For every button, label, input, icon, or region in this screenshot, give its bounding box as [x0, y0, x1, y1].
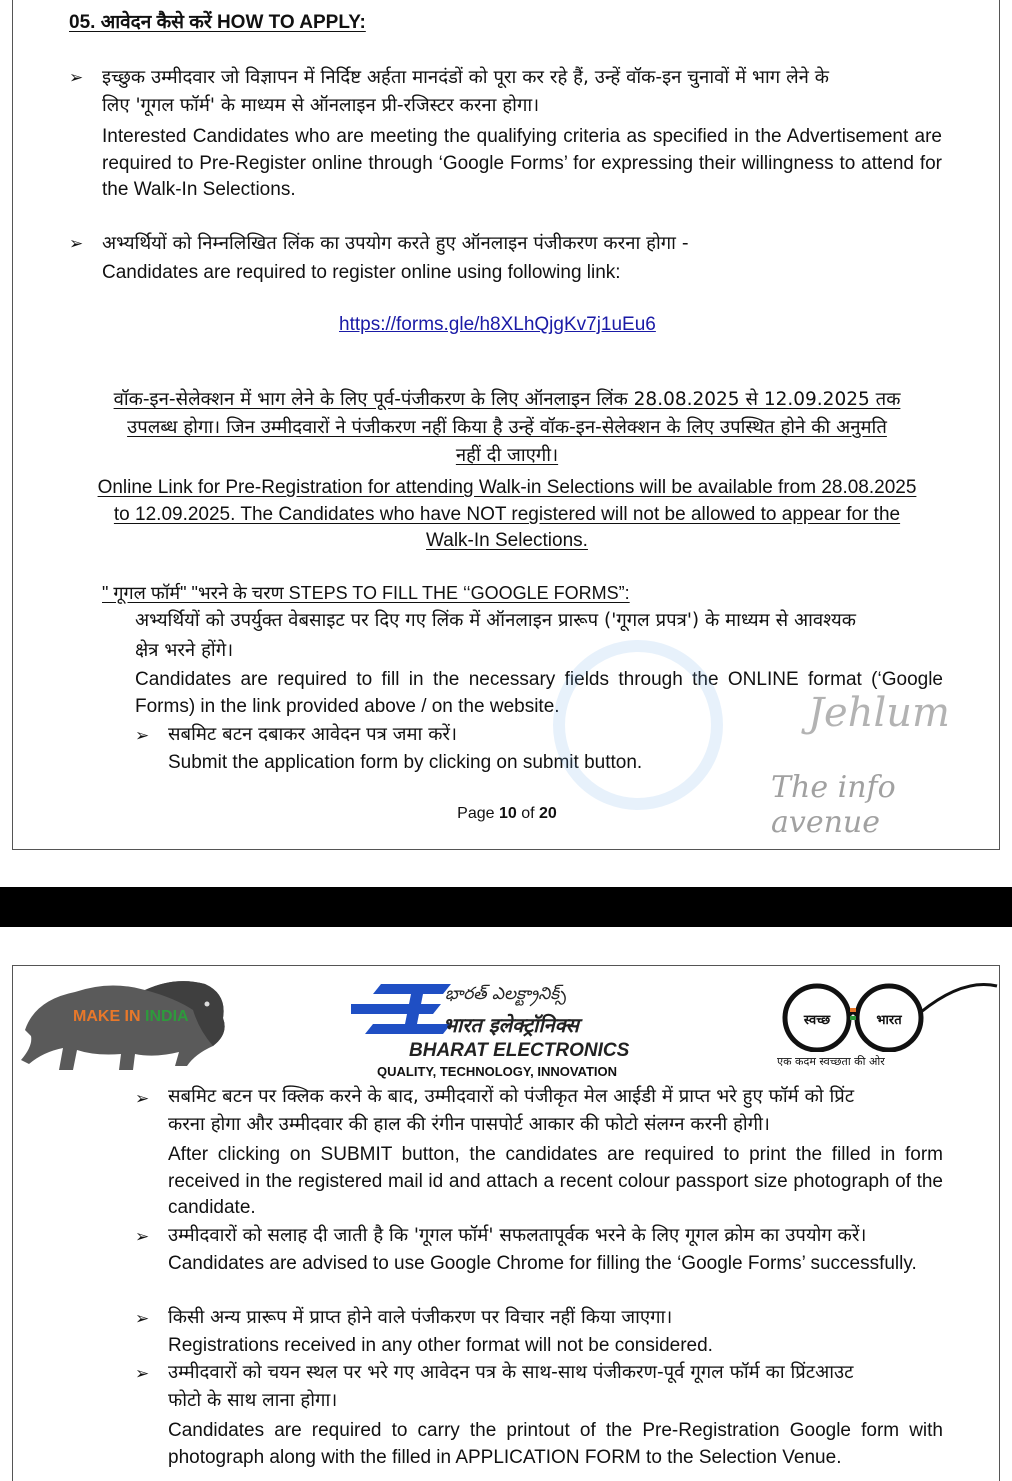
bullet2-english: Candidates are required to register online using following link: — [102, 262, 621, 283]
steps-hindi-line1: अभ्यर्थियों को उपर्युक्त वेबसाइट पर दिए गए लिंक में ऑनलाइन प्रारूप ('गूगल प्रपत्र') के माध्यम से आवश्यक — [135, 610, 856, 631]
bel-emblem-icon — [351, 984, 451, 1044]
bel-hindi-name: भारत इलेक्ट्रॉनिक्स — [443, 1013, 579, 1037]
swachh-text: स्वच्छ — [803, 1013, 831, 1028]
swachh-bharat-logo — [773, 972, 999, 1072]
bel-english-name: BHARAT ELECTRONICS — [409, 1040, 630, 1061]
google-form-link[interactable]: https://forms.gle/h8XLhQjgKv7j1uEu6 — [339, 314, 656, 335]
swachh-tagline: एक कदम स्वच्छता की ओर — [777, 1055, 885, 1068]
watermark-tagline: The info avenue — [771, 770, 896, 840]
bullet-d-hindi-line2: फोटो के साथ लाना होगा। — [168, 1390, 338, 1411]
arrow-bullet-icon: ➢ — [135, 1364, 150, 1383]
notice-english-line2: to 12.09.2025. The Candidates who have NOT registered will not be allowed to appear for the — [113, 504, 901, 525]
document-page-10 — [12, 0, 1000, 850]
bel-tagline: QUALITY, TECHNOLOGY, INNOVATION — [377, 1064, 618, 1079]
bullet-a-hindi-line2: करना होगा और उम्मीदवार की हाल की रंगीन पासपोर्ट आकार की फोटो संलग्न करनी होगी। — [168, 1114, 770, 1135]
bullet-a-hindi-line1: सबमिट बटन पर क्लिक करने के बाद, उम्मीदवारों को पंजीकृत मेल आईडी में प्राप्त भरे हुए फॉर्म को प्रिंट — [168, 1086, 855, 1107]
submit-english: Submit the application form by clicking on submit button. — [168, 752, 643, 773]
bharat-text: भारत — [876, 1013, 902, 1028]
arrow-bullet-icon: ➢ — [135, 1309, 150, 1328]
arrow-bullet-icon: ➢ — [135, 726, 150, 745]
arrow-bullet-icon: ➢ — [69, 68, 84, 87]
make-in-india-logo — [15, 970, 230, 1080]
notice-hindi-line1: वॉक-इन-सेलेक्शन में भाग लेने के लिए पूर्व-पंजीकरण के लिए ऑनलाइन लिंक 28.08.2025 से 12.09.2025 तक — [113, 389, 901, 410]
notice-hindi-line2: उपलब्ध होगा। जिन उम्मीदवारों ने पंजीकरण नहीं किया है उन्हें वॉक-इन-सेलेक्शन के लिए उपस्थित होने की अनुमति — [127, 417, 887, 438]
notice-english-line1: Online Link for Pre-Registration for attending Walk-in Selections will be available from 28.08.2025 — [97, 477, 917, 498]
notice-hindi-line3: नहीं दी जाएगी। — [455, 445, 559, 466]
section-heading: 05. आवेदन कैसे करें HOW TO APPLY: — [69, 12, 366, 33]
bullet-c-english: Registrations received in any other format will not be considered. — [168, 1335, 713, 1356]
bullet-d-english: Candidates are required to carry the printout of the Pre-Registration Google form with photograph along with the filled in APPLICATION FORM to the Selection Venue. — [168, 1420, 943, 1468]
bullet-c-hindi: किसी अन्य प्रारूप में प्राप्त होने वाले पंजीकरण पर विचार नहीं किया जाएगा। — [168, 1307, 673, 1328]
notice-english-line3: Walk-In Selections. — [426, 530, 588, 551]
watermark-ring — [553, 640, 723, 810]
bullet1-hindi-line2: लिए 'गूगल फॉर्म' के माध्यम से ऑनलाइन प्री-रजिस्टर करना होगा। — [102, 95, 540, 116]
arrow-bullet-icon: ➢ — [135, 1089, 150, 1108]
page-separator-band — [0, 887, 1012, 927]
page-number: Page 10 of 20 — [457, 805, 557, 822]
bullet-b-hindi: उम्मीदवारों को सलाह दी जाती है कि 'गूगल फॉर्म' सफलतापूर्वक भरने के लिए गूगल क्रोम का उपयोग करें। — [168, 1225, 867, 1246]
bel-telugu-name: భారత్ ఎలక్ట్రానిక్స్ — [445, 984, 567, 1004]
bullet2-hindi: अभ्यर्थियों को निम्नलिखित लिंक का उपयोग करते हुए ऑनलाइन पंजीकरण करना होगा - — [102, 233, 689, 254]
bullet1-english: Interested Candidates who are meeting the qualifying criteria as specified in the Advertisement are required to Pre-Register online through ‘Google Forms’ for expressing their willingness to attend for the Walk-In Selections. — [102, 126, 942, 200]
steps-hindi-line2: क्षेत्र भरने होंगे। — [135, 640, 234, 661]
bullet-b-english: Candidates are advised to use Google Chrome for filling the ‘Google Forms’ successfully. — [168, 1253, 917, 1274]
bullet1-hindi-line1: इच्छुक उम्मीदवार जो विज्ञापन में निर्दिष्ट अर्हता मानदंडों को पूरा कर रहे हैं, उन्हें वॉक-इन चुनावों में भाग लेने के — [102, 67, 830, 88]
bel-logo — [351, 978, 671, 1078]
steps-english: Candidates are required to fill in the necessary fields through the ONLINE format (‘Google Forms) in the link provided above / on the website. — [135, 669, 943, 717]
submit-hindi: सबमिट बटन दबाकर आवेदन पत्र जमा करें। — [168, 724, 458, 745]
steps-heading: " गूगल फॉर्म" "भरने के चरण STEPS TO FILL THE ‘‘GOOGLE FORMS”: — [102, 583, 630, 603]
make-in-india-text: MAKE IN INDIA — [73, 1008, 189, 1025]
bullet-d-hindi-line1: उम्मीदवारों को चयन स्थल पर भरे गए आवेदन पत्र के साथ-साथ पंजीकरण-पूर्व गूगल फॉर्म का प्रिंटआउट — [168, 1362, 854, 1383]
arrow-bullet-icon: ➢ — [135, 1227, 150, 1246]
bullet-a-english: After clicking on SUBMIT button, the candidates are required to print the filled in form received in the registered mail id and attach a recent colour passport size photograph of the candidate. — [168, 1144, 943, 1218]
document-page-11 — [12, 965, 1000, 1481]
watermark-jehlum: Jehlum — [808, 690, 950, 736]
arrow-bullet-icon: ➢ — [69, 234, 84, 253]
